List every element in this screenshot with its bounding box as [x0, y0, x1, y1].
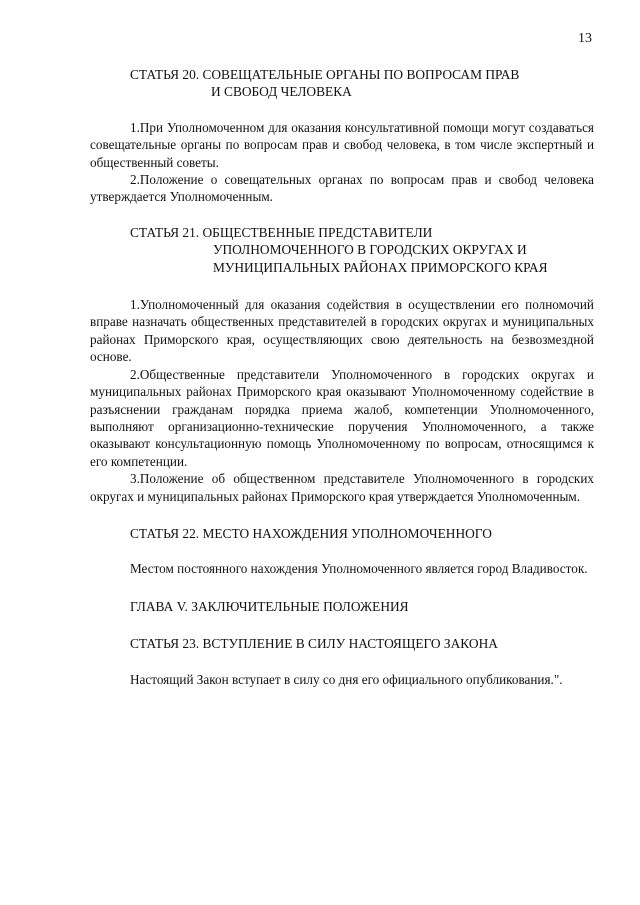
article-21-title-line-2: УПОЛНОМОЧЕННОГО В ГОРОДСКИХ ОКРУГАХ И [213, 242, 527, 258]
article-22-heading [90, 525, 594, 542]
article-21-title-line-3: МУНИЦИПАЛЬНЫХ РАЙОНАХ ПРИМОРСКОГО КРАЯ [213, 259, 548, 275]
article-21-heading [90, 224, 594, 276]
chapter-5-title: ГЛАВА V. ЗАКЛЮЧИТЕЛЬНЫЕ ПОЛОЖЕНИЯ [130, 598, 409, 614]
chapter-5-heading [90, 598, 594, 615]
article-23-title: СТАТЬЯ 23. ВСТУПЛЕНИЕ В СИЛУ НАСТОЯЩЕГО ЗАКОНА [130, 636, 498, 652]
article-20-title-line-2: И СВОБОД ЧЕЛОВЕКА [211, 84, 352, 100]
page-content [90, 66, 594, 688]
page-number: 13 [578, 31, 592, 46]
article-20-title-line-1: СТАТЬЯ 20. СОВЕЩАТЕЛЬНЫЕ ОРГАНЫ ПО ВОПРОСАМ ПРАВ [130, 67, 520, 82]
article-21-title-line-1: СТАТЬЯ 21. ОБЩЕСТВЕННЫЕ ПРЕДСТАВИТЕЛИ [130, 224, 433, 240]
article-21-paragraph-3: 3.Положение об общественном представителе Уполномоченного в городских округах и муниципальных районах Приморского края утверждается Уполномоченным. [90, 471, 594, 504]
article-20-heading [90, 66, 594, 101]
article-22-title: СТАТЬЯ 22. МЕСТО НАХОЖДЕНИЯ УПОЛНОМОЧЕННОГО [130, 525, 492, 541]
article-20-paragraph-2: 2.Положение о совещательных органах по вопросам прав и свобод человека утверждается Уполномоченным. [90, 172, 594, 205]
article-23-paragraph-1: Настоящий Закон вступает в силу со дня его официального опубликования.". [130, 671, 563, 687]
article-23-heading [90, 635, 594, 652]
article-22-paragraph-1: Местом постоянного нахождения Уполномоченного является город Владивосток. [130, 561, 588, 577]
article-20-paragraph-1: 1.При Уполномоченном для оказания консультативной помощи могут создаваться совещательные органы по вопросам прав и свобод человека, в том числе экспертный и общественный советы. [90, 119, 594, 170]
article-21-paragraph-1: 1.Уполномоченный для оказания содействия в осуществлении его полномочий вправе назначать общественных представителей в городских округах и муниципальных районах Приморского края, осуществляющих свою деятельность на безвозмездной основе. [90, 297, 594, 365]
article-21-paragraph-2: 2.Общественные представители Уполномоченного в городских округах и муниципальных районах Приморского края оказывают Уполномоченному содействие в разъяснении гражданам порядка приема жалоб, компетенции Уполномоченного, выполняют организационно-технические поручения Уполномоченного, а также оказывают консультационную помощь Уполномоченному по вопросам, относящимся к его компетенции. [90, 366, 594, 469]
